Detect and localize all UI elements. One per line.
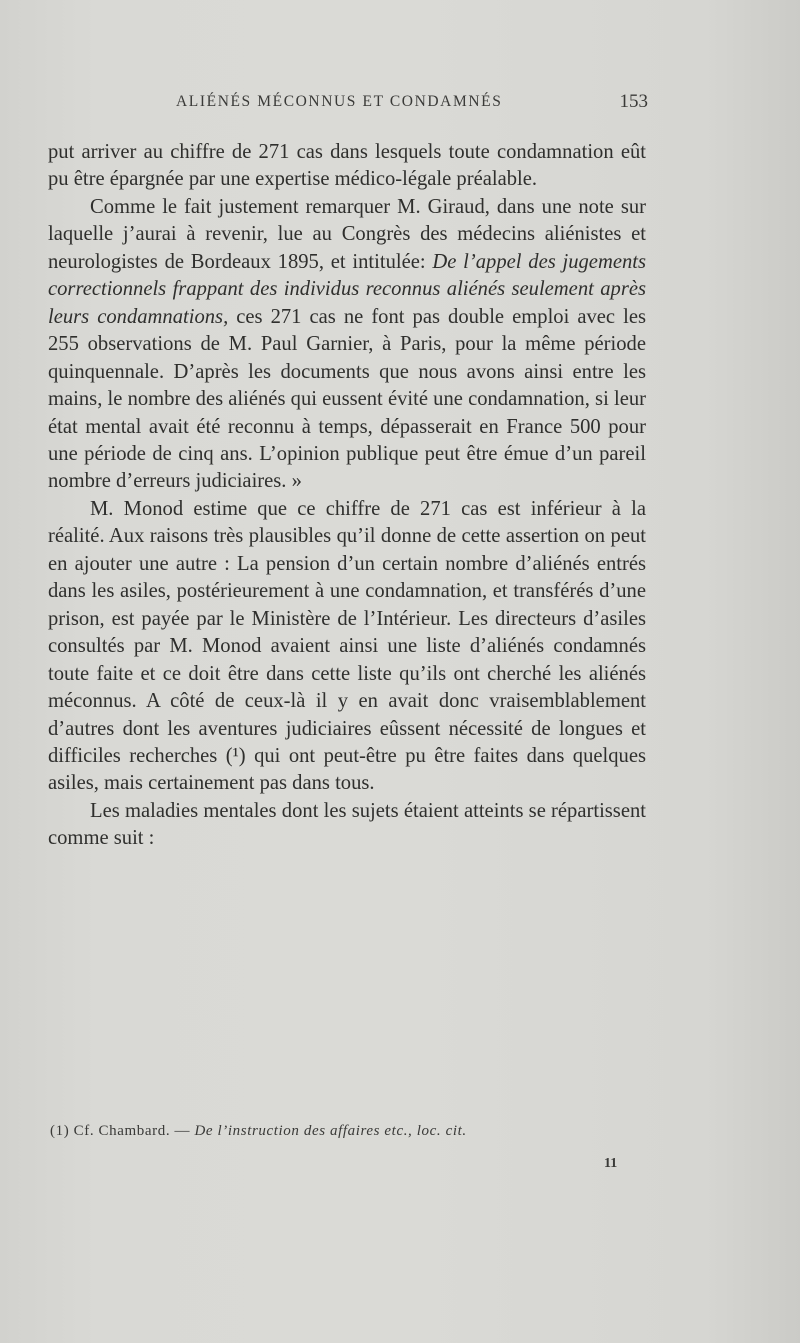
paragraph-1 [48, 139, 646, 194]
cited-title: De l’appel des jugements correctionnels frappant des individus reconnus aliénés seulement après leurs condamnations, [48, 250, 646, 328]
running-title: ALIÉNÉS MÉCONNUS ET CONDAMNÉS [176, 93, 503, 110]
footnote-cited-title: De l’instruction des affaires etc., loc. cit. [194, 1123, 467, 1139]
paragraph-3-text-a: M. Monod estime que ce chiffre de 271 cas est inférieur à la réalité. Aux raisons très plausibles qu’il donne de cette assertion on peut en ajouter une autre : La pension d’un certain nombre d’aliénés entrés dans les asiles, postérieurement à une condamnation, et transférés d’une prison, est payée par le Ministère de l’Intérieur. Les directeurs d’asiles consultés par M. Monod avaient ainsi une liste d’aliénés condamnés toute faite et ce doit être dans cette liste qu’ils ont cherché les aliénés méconnus. A côté de ceux-là il y en avait donc vraisemblablement d’autres dont les aventures judiciaires eûssent nécessité de longues et difficiles recherches [48, 497, 646, 767]
paragraph-3-text-b: qui ont peut-être pu être faites dans quelques asiles, mais certainement pas dans tous. [48, 744, 646, 795]
footnote-text: Cf. Chambard. — [69, 1123, 195, 1139]
paragraph-4 [48, 798, 646, 853]
paragraph-2-text-a: Comme le fait justement remarquer M. Giraud, dans une note sur laquelle j’aurai à revenir, lue au Congrès des médecins aliénistes et neurologistes de Bordeaux 1895, et intitulée: [48, 195, 646, 273]
footnote [50, 1123, 650, 1140]
paragraph-3 [48, 496, 646, 798]
page-number: 153 [619, 91, 648, 112]
paragraph-2 [48, 194, 646, 496]
paragraph-4-text: Les maladies mentales dont les sujets étaient atteints se répartissent comme suit : [48, 799, 646, 850]
footnote-marker: (1) [50, 1123, 70, 1139]
paragraph-1-text: put arriver au chiffre de 271 cas dans lesquels toute condamnation eût pu être épargnée par une expertise médico-légale préalable. [48, 141, 646, 191]
footnote-reference: (¹) [225, 744, 246, 767]
signature-mark: 11 [604, 1156, 618, 1171]
page-header [48, 93, 648, 117]
body-text [48, 139, 646, 853]
paragraph-2-text-b: ces 271 cas ne font pas double emploi avec les 255 observations de M. Paul Garnier, à Paris, pour la même période quinquennale. D’après les documents que nous avons ainsi entre les mains, le nombre des aliénés qui eussent évité une condamnation, si leur état mental avait été reconnu à temps, dépasserait en France 500 pour une période de cinq ans. L’opinion publique peut être émue d’un pareil nombre d’erreurs judiciaires. » [48, 305, 646, 493]
